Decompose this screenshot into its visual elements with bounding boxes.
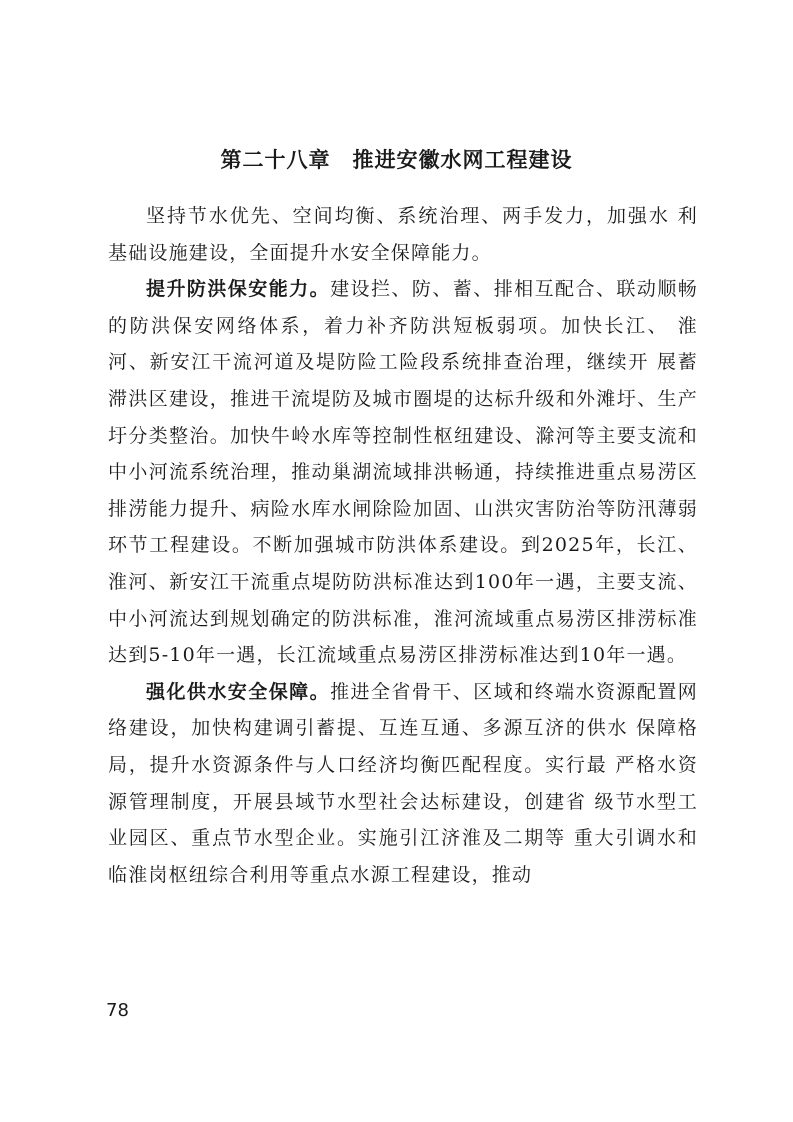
section-heading: 强化供水安全保障。 (146, 680, 331, 703)
body-text (108, 198, 698, 893)
section-text: 建设拦、防、蓄、排相互配合、联动顺畅的防洪保安网络体系，着力补齐防洪短板弱项。加快长江、 淮河、新安江干流河道及堤防险工险段系统排查治理，继续开 展蓄滞洪区建设，推进干流堤防及城市圈堤的达标升级和外滩圩、生产圩分类整治。加快牛岭水库等控制性枢纽建设、滁河等主要支流和中小河流系统治理，推动巢湖流域排洪畅通，持续推进重点易涝区排涝能力提升、病险水库水闸除险加固、山洪灾害防治等防汛薄弱环节工程建设。不断加强城市防洪体系建设。到2025年，长江、淮河、新安江干流重点堤防防洪标准达到100年一遇，主要支流、中小河流达到规划确定的防洪标准，淮河流域重点易涝区排涝标准达到5-10年一遇，长江流域重点易涝区排涝标准达到10年一遇。 (108, 278, 698, 667)
intro-paragraph: 坚持节水优先、空间均衡、系统治理、两手发力，加强水 利基础设施建设，全面提升水安全保障能力。 (108, 205, 698, 264)
chapter-title: 第二十八章 推进安徽水网工程建设 (220, 148, 573, 172)
page-number: 78 (106, 1000, 129, 1021)
section-text: 推进全省骨干、区域和终端水资源配置网络建设，加快构建调引蓄提、互连互通、多源互济的供水 保障格局，提升水资源条件与人口经济均衡匹配程度。实行最 严格水资源管理制度，开展县域节水型社会达标建设，创建省 级节水型工业园区、重点节水型企业。实施引江济淮及二期等 重大引调水和临淮岗枢纽综合利用等重点水源工程建设，推动 (108, 680, 698, 886)
section-heading: 提升防洪保安能力。 (146, 278, 331, 301)
section-water-supply (108, 674, 698, 894)
section-flood-control (108, 271, 698, 674)
